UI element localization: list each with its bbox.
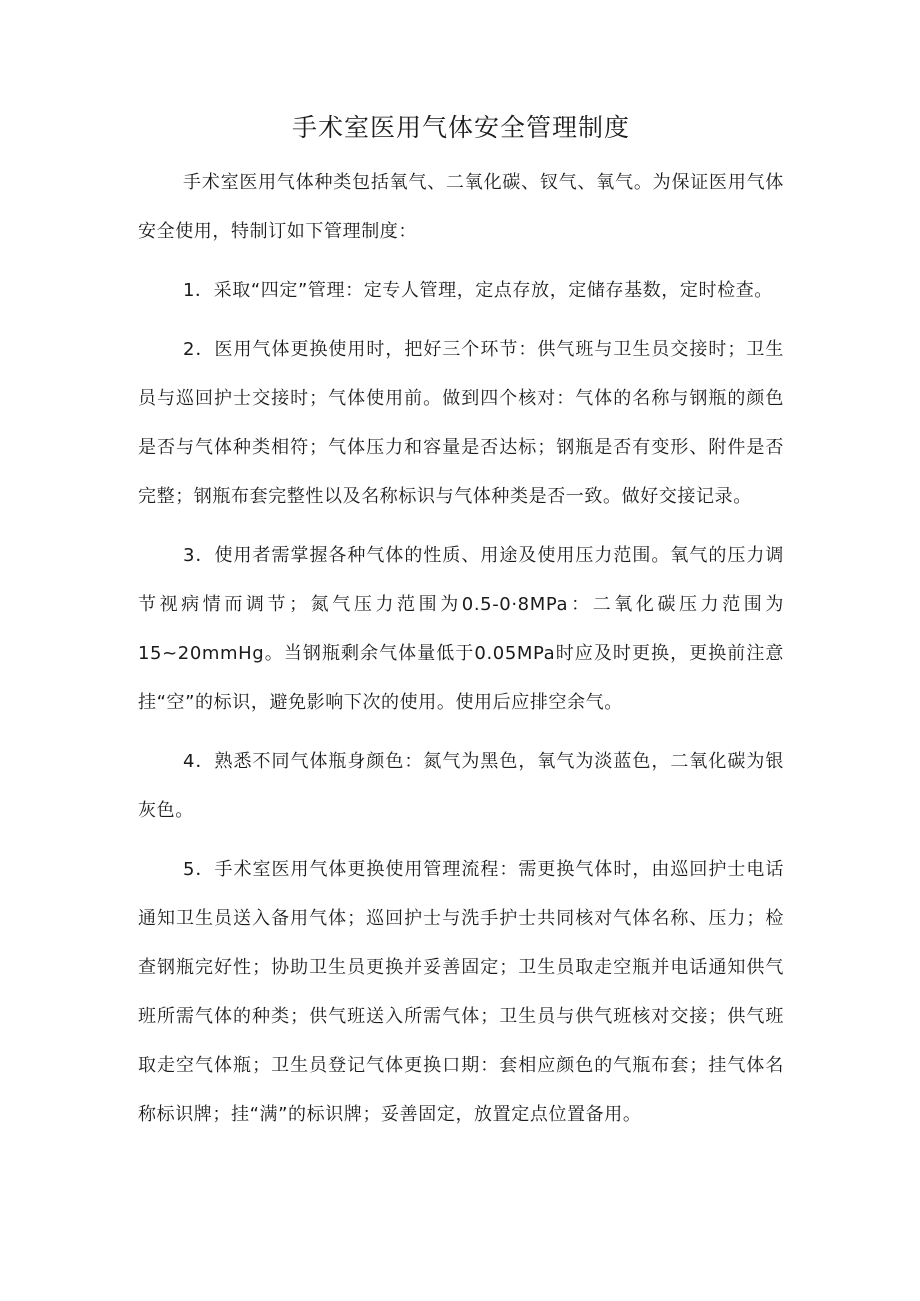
document-title: 手术室医用气体安全管理制度 bbox=[291, 113, 630, 142]
rule-1-paragraph: 1．采取“四定”管理：定专人管理，定点存放，定储存基数，定时检查。 bbox=[183, 280, 773, 301]
rule-3-paragraph: 3．使用者需掌握各种气体的性质、用途及使用压力范围。氧气的压力调节视病情而调节；氮气压力范围为0.5-0·8MPa：二氧化碳压力范围为15~20mmHg。当钢瓶剩余气体量低于0.05MPa时应及时更换，更换前注意挂“空”的标识，避免影响下次的使用。使用后应排空余气。 bbox=[138, 545, 784, 713]
rule-4-paragraph: 4．熟悉不同气体瓶身颜色：氮气为黑色，氧气为淡蓝色，二氧化碳为银灰色。 bbox=[138, 751, 784, 821]
document-page bbox=[138, 0, 784, 1139]
rule-2-paragraph: 2．医用气体更换使用时，把好三个环节：供气班与卫生员交接时；卫生员与巡回护士交接时；气体使用前。做到四个核对：气体的名称与钢瓶的颜色是否与气体种类相符；气体压力和容量是否达标；钢瓶是否有变形、附件是否完整；钢瓶布套完整性以及名称标识与气体种类是否一致。做好交接记录。 bbox=[138, 339, 784, 507]
intro-paragraph: 手术室医用气体种类包括氧气、二氧化碳、钗气、氧气。为保证医用气体安全使用，特制订如下管理制度： bbox=[138, 172, 784, 242]
rule-5-paragraph: 5．手术室医用气体更换使用管理流程：需更换气体时，由巡回护士电话通知卫生员送入备用气体；巡回护士与洗手护士共同核对气体名称、压力；检查钢瓶完好性；协助卫生员更换并妥善固定；卫生员取走空瓶并电话通知供气班所需气体的种类；供气班送入所需气体；卫生员与供气班核对交接；供气班取走空气体瓶；卫生员登记气体更换口期：套相应颜色的气瓶布套；挂气体名称标识牌；挂“满”的标识牌；妥善固定，放置定点位置备用。 bbox=[138, 859, 784, 1125]
